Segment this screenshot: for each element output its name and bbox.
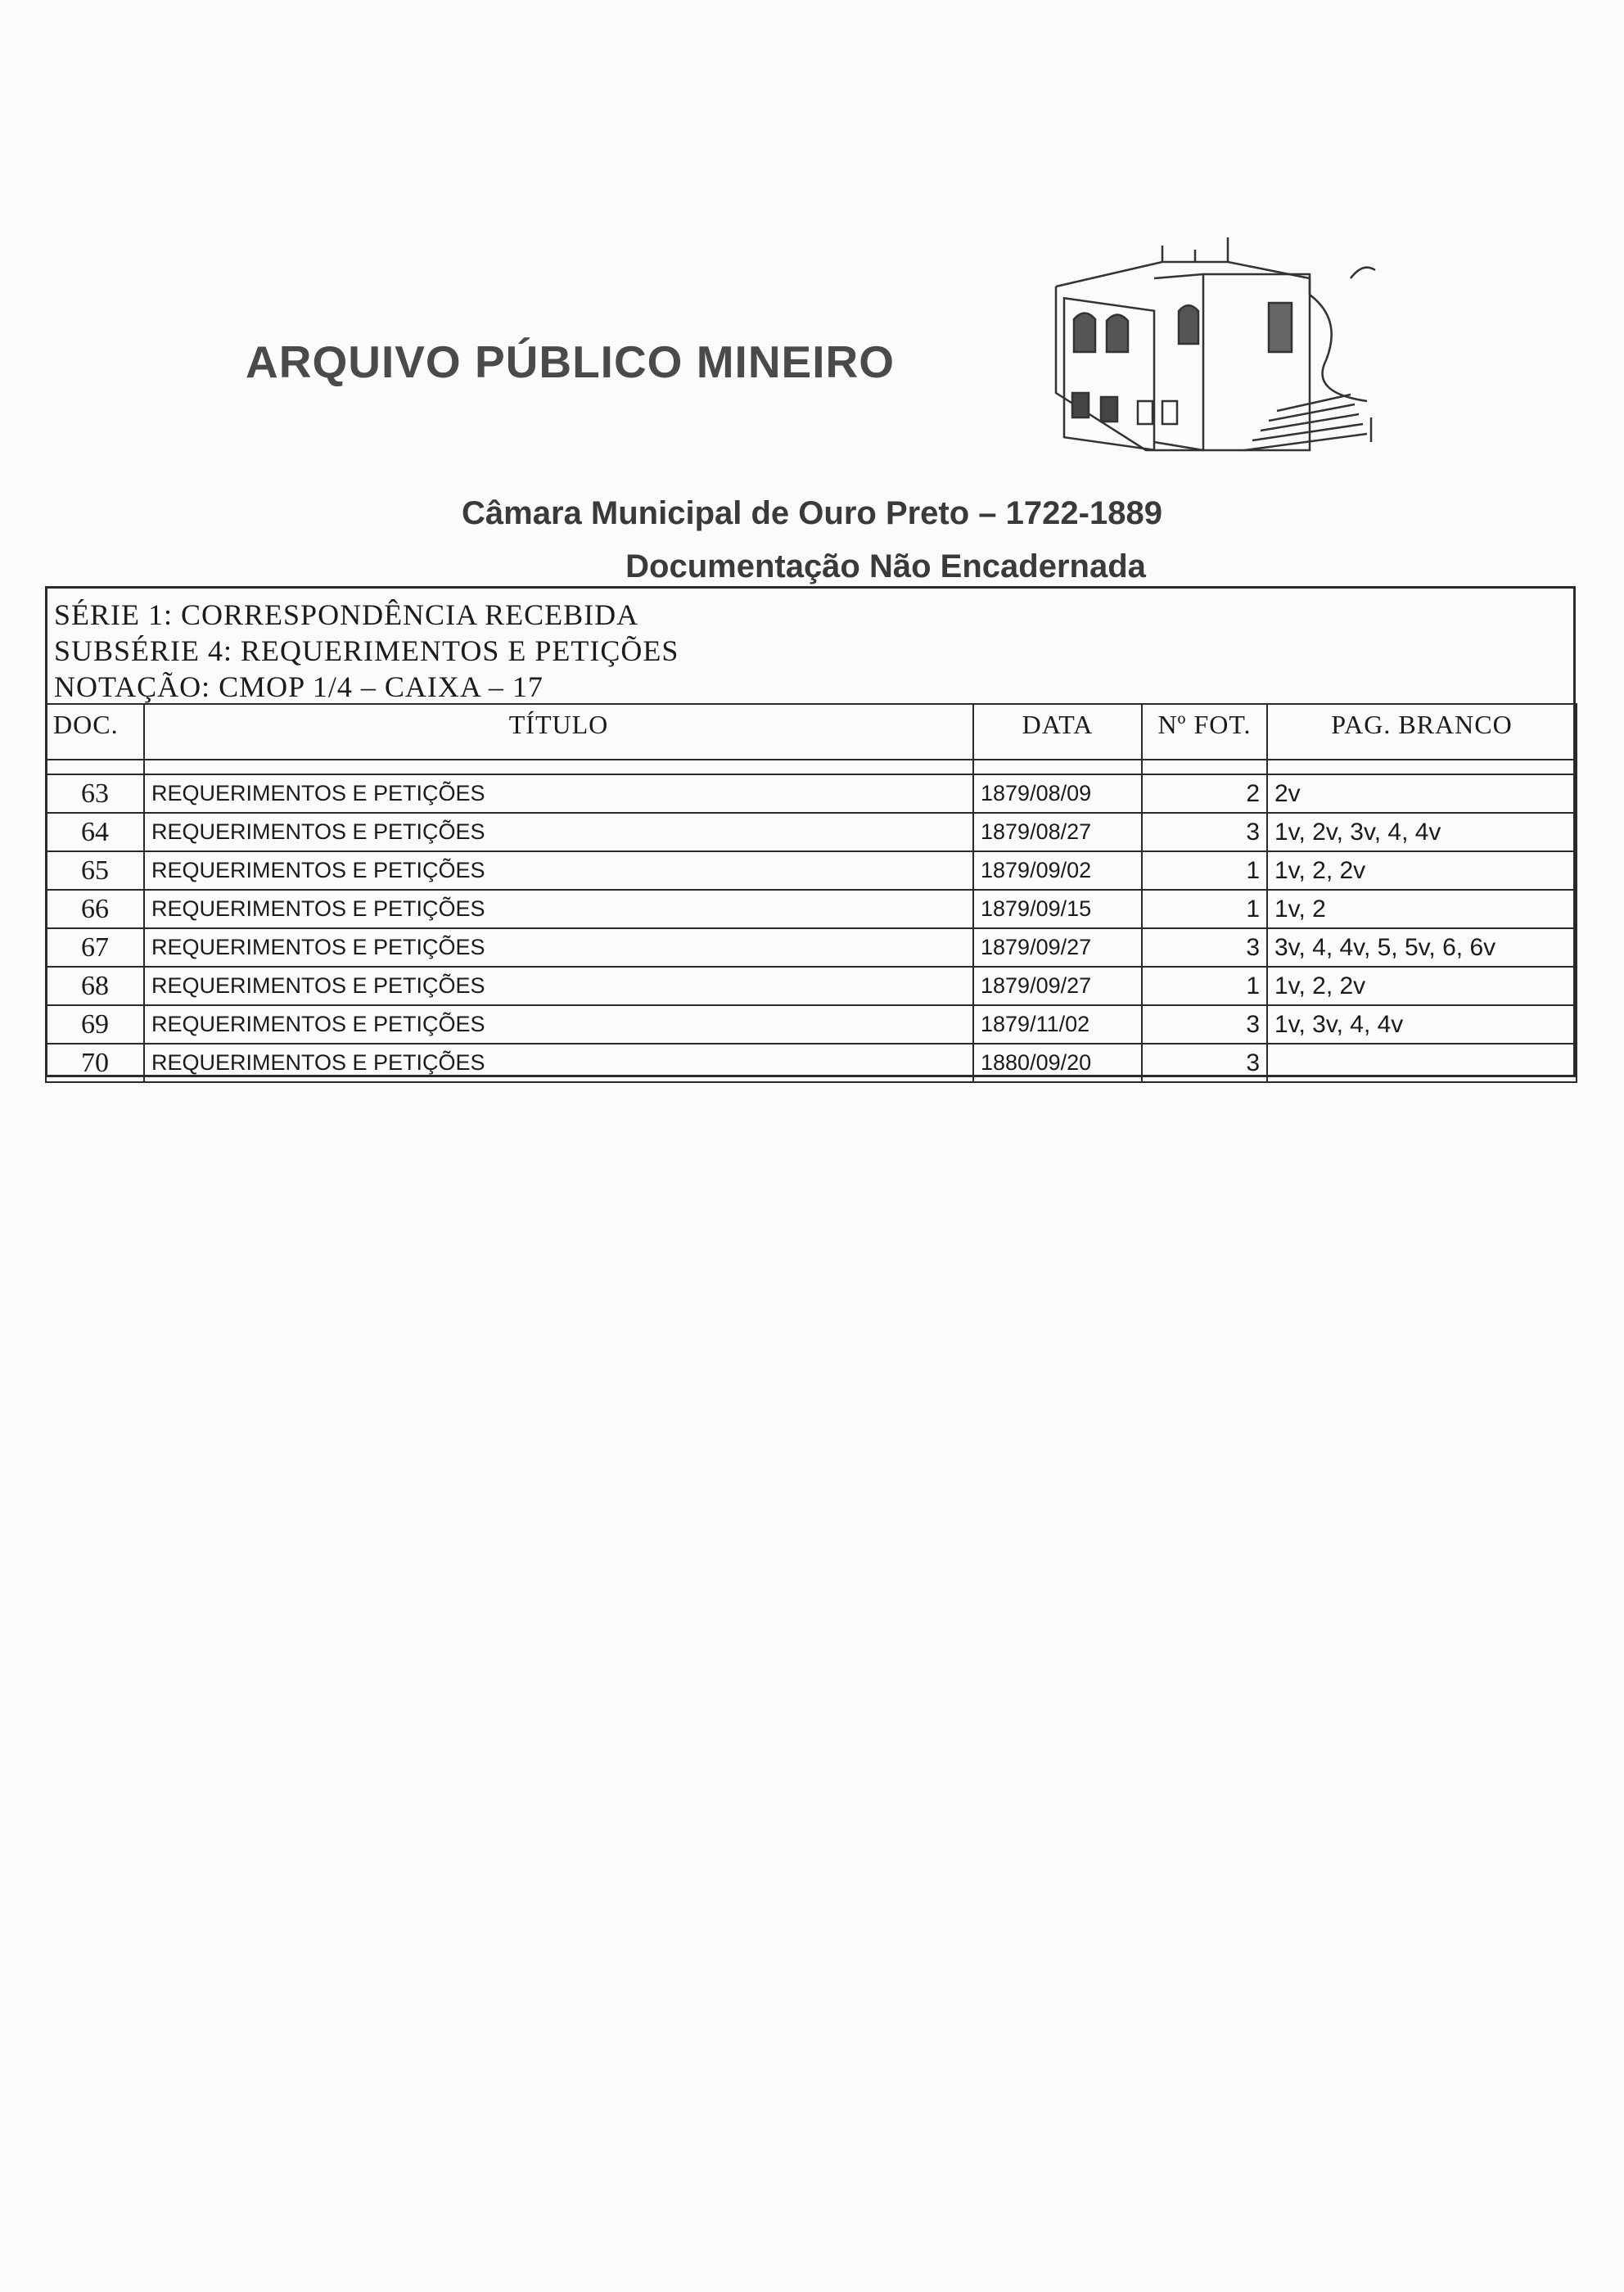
blank-pages: 3v, 4, 4v, 5, 5v, 6, 6v <box>1267 928 1577 967</box>
catalog-sheet <box>45 586 1576 1077</box>
blank-pages: 2v <box>1267 774 1577 813</box>
column-header-title: TÍTULO <box>144 704 973 760</box>
fund-title: Câmara Municipal de Ouro Preto – 1722-1889 <box>462 495 1162 531</box>
photo-count: 3 <box>1142 813 1267 851</box>
table-row <box>46 813 1577 851</box>
photo-count: 2 <box>1142 774 1267 813</box>
doc-title: REQUERIMENTOS E PETIÇÕES <box>144 1044 973 1082</box>
blank-pages: 1v, 2v, 3v, 4, 4v <box>1267 813 1577 851</box>
notacao-label: NOTAÇÃO: CMOP 1/4 – CAIXA – 17 <box>54 670 544 703</box>
doc-title: REQUERIMENTOS E PETIÇÕES <box>144 1005 973 1044</box>
table-row <box>46 1044 1577 1082</box>
doc-title: REQUERIMENTOS E PETIÇÕES <box>144 890 973 928</box>
photo-count: 1 <box>1142 890 1267 928</box>
table-spacer-row <box>46 760 1577 774</box>
subserie-label: SUBSÉRIE 4: REQUERIMENTOS E PETIÇÕES <box>54 634 679 667</box>
doc-date: 1879/09/15 <box>973 890 1142 928</box>
records-table <box>45 703 1577 1083</box>
serie-label: SÉRIE 1: CORRESPONDÊNCIA RECEBIDA <box>54 598 639 631</box>
column-header-blank-pages: PAG. BRANCO <box>1267 704 1577 760</box>
doc-title: REQUERIMENTOS E PETIÇÕES <box>144 967 973 1005</box>
doc-number: 68 <box>46 967 144 1005</box>
table-row <box>46 851 1577 890</box>
doc-date: 1879/09/02 <box>973 851 1142 890</box>
blank-pages: 1v, 2 <box>1267 890 1577 928</box>
doc-number: 65 <box>46 851 144 890</box>
doc-number: 64 <box>46 813 144 851</box>
doc-number: 66 <box>46 890 144 928</box>
building-facade-icon <box>1040 229 1383 458</box>
photo-count: 3 <box>1142 1044 1267 1082</box>
table-row <box>46 774 1577 813</box>
doc-title: REQUERIMENTOS E PETIÇÕES <box>144 774 973 813</box>
doc-title: REQUERIMENTOS E PETIÇÕES <box>144 851 973 890</box>
blank-pages: 1v, 2, 2v <box>1267 851 1577 890</box>
doc-title: REQUERIMENTOS E PETIÇÕES <box>144 928 973 967</box>
column-header-date: DATA <box>973 704 1142 760</box>
doc-number: 67 <box>46 928 144 967</box>
table-row <box>46 890 1577 928</box>
doc-number: 70 <box>46 1044 144 1082</box>
photo-count: 3 <box>1142 1005 1267 1044</box>
institution-title: ARQUIVO PÚBLICO MINEIRO <box>246 336 895 387</box>
table-row <box>46 967 1577 1005</box>
column-header-doc: DOC. <box>46 704 144 760</box>
blank-pages <box>1267 1044 1577 1082</box>
doc-title: REQUERIMENTOS E PETIÇÕES <box>144 813 973 851</box>
doc-date: 1879/08/09 <box>973 774 1142 813</box>
doc-date: 1879/09/27 <box>973 967 1142 1005</box>
doc-number: 63 <box>46 774 144 813</box>
collection-title: Documentação Não Encadernada <box>625 548 1146 584</box>
doc-date: 1880/09/20 <box>973 1044 1142 1082</box>
photo-count: 1 <box>1142 851 1267 890</box>
column-header-photos: Nº FOT. <box>1142 704 1267 760</box>
doc-date: 1879/11/02 <box>973 1005 1142 1044</box>
table-header-row <box>46 704 1577 760</box>
photo-count: 3 <box>1142 928 1267 967</box>
photo-count: 1 <box>1142 967 1267 1005</box>
blank-pages: 1v, 3v, 4, 4v <box>1267 1005 1577 1044</box>
doc-date: 1879/09/27 <box>973 928 1142 967</box>
table-row <box>46 1005 1577 1044</box>
table-row <box>46 928 1577 967</box>
blank-pages: 1v, 2, 2v <box>1267 967 1577 1005</box>
doc-number: 69 <box>46 1005 144 1044</box>
doc-date: 1879/08/27 <box>973 813 1142 851</box>
